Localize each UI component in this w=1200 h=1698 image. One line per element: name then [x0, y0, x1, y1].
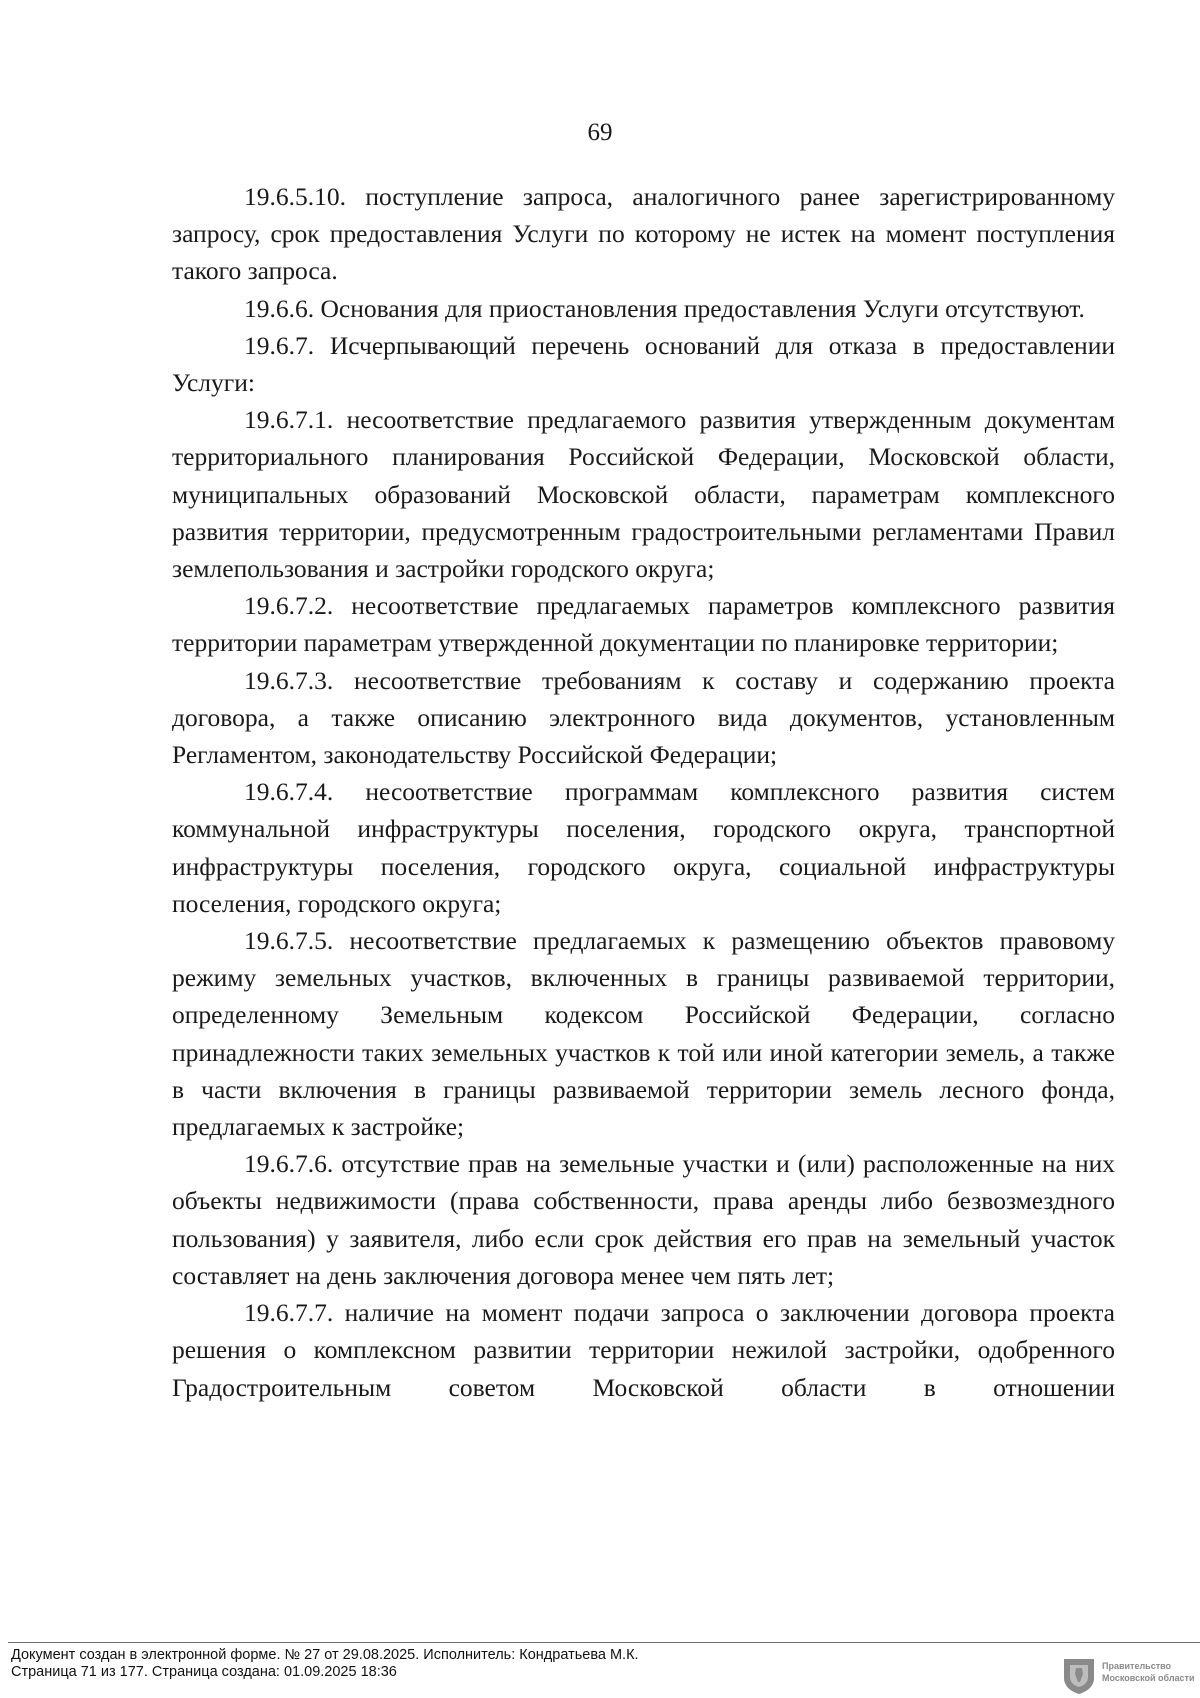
paragraph-19-6-7-4: 19.6.7.4. несоответствие программам комплексного развития систем коммунальной инфраструктуры поселения, городского округа, транспортной инфраструктуры поселения, городского округа, социальной инфраструктуры поселения, городского округа;: [172, 777, 1115, 918]
paragraph-19-6-7-2: 19.6.7.2. несоответствие предлагаемых параметров комплексного развития территории параметрам утвержденной документации по планировке территории;: [172, 591, 1115, 658]
government-logo: [1058, 1648, 1200, 1692]
paragraph-19-6-7-6: 19.6.7.6. отсутствие прав на земельные участки и (или) расположенные на них объекты недвижимости (права собственности, права аренды либо безвозмездного пользования) у заявителя, либо если срок действия его прав на земельный участок составляет на день заключения договора менее чем пять лет;: [172, 1149, 1115, 1290]
page-number: 69: [587, 119, 613, 146]
coat-of-arms-emblem-icon: [1061, 1656, 1097, 1696]
document-footer: [0, 1642, 1200, 1698]
paragraph-19-6-7-1: 19.6.7.1. несоответствие предлагаемого развития утвержденным документам территориального планирования Российской Федерации, Московской области, муниципальных образований Московской области, параметрам комплексного развития территории, предусмотренным градостроительными регламентами Правил землепользования и застройки городского округа;: [172, 405, 1115, 584]
paragraph-19-6-7: 19.6.7. Исчерпывающий перечень оснований для отказа в предоставлении Услуги:: [172, 330, 1115, 398]
footer-metadata: [11, 1647, 639, 1681]
government-logo-text: [1102, 1660, 1195, 1684]
paragraph-19-6-5-10: 19.6.5.10. поступление запроса, аналогичного ранее зарегистрированному запросу, срок предоставления Услуги по которому не истек на момент поступления такого запроса.: [172, 182, 1115, 286]
document-body: [172, 178, 1115, 1406]
footer-document-info: Документ создан в электронной форме. № 27 от 29.08.2025. Исполнитель: Кондратьева М.К.: [11, 1647, 639, 1663]
footer-divider: [8, 1642, 1200, 1643]
paragraph-19-6-7-5: 19.6.7.5. несоответствие предлагаемых к размещению объектов правовому режиму земельных участков, включенных в границы развиваемой территории, определенному Земельным кодексом Российской Федерации, согласно принадлежности таких земельных участков к той или иной категории земель, а также в части включения в границы развиваемой территории земель лесного фонда, предлагаемых к застройке;: [172, 926, 1115, 1142]
footer-page-info: Страница 71 из 177. Страница создана: 01.09.2025 18:36: [11, 1664, 397, 1680]
paragraph-19-6-7-3: 19.6.7.3. несоответствие требованиям к составу и содержанию проекта договора, а также описанию электронного вида документов, установленным Регламентом, законодательству Российской Федерации;: [172, 665, 1115, 770]
paragraph-19-6-7-7: 19.6.7.7. наличие на момент подачи запроса о заключении договора проекта решения о комплексном развитии территории нежилой застройки, одобренного Градостроительным советом Московской области в отношении: [172, 1298, 1115, 1402]
logo-line-2: Московской области: [1102, 1673, 1195, 1683]
paragraph-19-6-6: 19.6.6. Основания для приостановления предоставления Услуги отсутствуют.: [244, 293, 1085, 323]
logo-line-1: Правительство: [1102, 1661, 1172, 1671]
